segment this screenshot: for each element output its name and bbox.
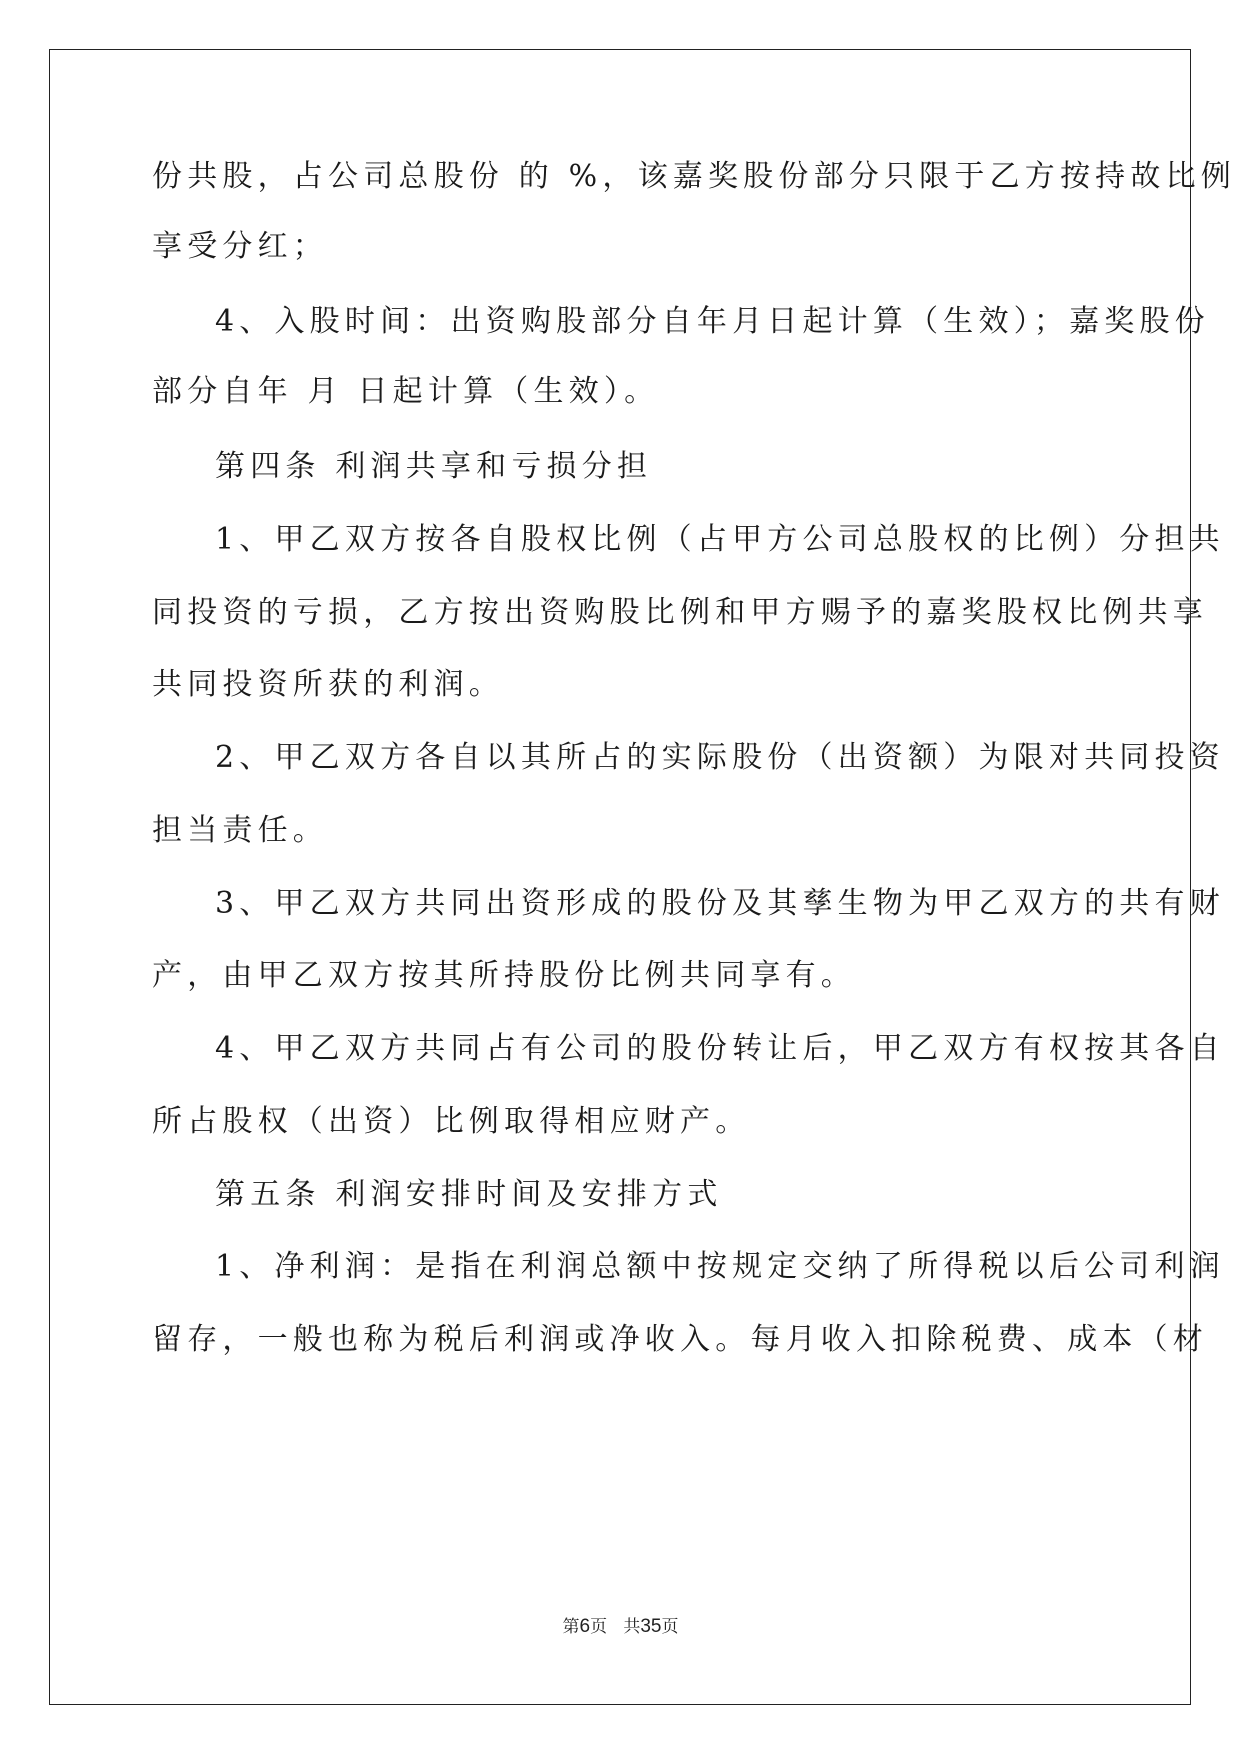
text-line: 3、甲乙双方共同出资形成的股份及其孳生物为甲乙双方的共有财 xyxy=(215,886,1225,921)
text-line: 份共股，占公司总股份 的 %，该嘉奖股份部分只限于乙方按持故比例 xyxy=(152,159,1236,194)
text-line: 4、甲乙双方共同占有公司的股份转让后，甲乙双方有权按其各自 xyxy=(215,1031,1225,1066)
footer-prefix: 第 xyxy=(562,1617,580,1637)
footer-total-prefix: 共 xyxy=(623,1617,641,1637)
total-pages-number: 35 xyxy=(640,1616,662,1637)
page-footer xyxy=(0,1615,1241,1639)
section-heading: 第五条 利润安排时间及安排方式 xyxy=(215,1177,723,1212)
section-heading: 第四条 利润共享和亏损分担 xyxy=(215,449,653,484)
text-line: 担当责任。 xyxy=(152,813,328,848)
text-line: 享受分红； xyxy=(152,229,328,264)
text-line: 1、净利润：是指在利润总额中按规定交纳了所得税以后公司利润 xyxy=(215,1249,1225,1284)
text-line: 2、甲乙双方各自以其所占的实际股份（出资额）为限对共同投资 xyxy=(215,740,1225,775)
text-line: 产，由甲乙双方按其所持股份比例共同享有。 xyxy=(152,958,856,993)
text-line: 1、甲乙双方按各自股权比例（占甲方公司总股权的比例）分担共 xyxy=(215,522,1225,557)
footer-page-suffix: 页 xyxy=(590,1617,608,1637)
text-line: 同投资的亏损，乙方按出资购股比例和甲方赐予的嘉奖股权比例共享 xyxy=(152,595,1208,630)
text-line: 4、入股时间：出资购股部分自年月日起计算（生效）；嘉奖股份 xyxy=(215,304,1210,339)
footer-total-suffix: 页 xyxy=(661,1617,679,1637)
text-line: 所占股权（出资）比例取得相应财产。 xyxy=(152,1104,751,1139)
current-page-number: 6 xyxy=(579,1616,591,1637)
text-line: 部分自年 月 日起计算（生效）。 xyxy=(152,374,660,409)
text-line: 留存，一般也称为税后利润或净收入。每月收入扣除税费、成本（材 xyxy=(152,1322,1208,1357)
page-border xyxy=(49,49,1191,1705)
text-line: 共同投资所获的利润。 xyxy=(152,667,504,702)
